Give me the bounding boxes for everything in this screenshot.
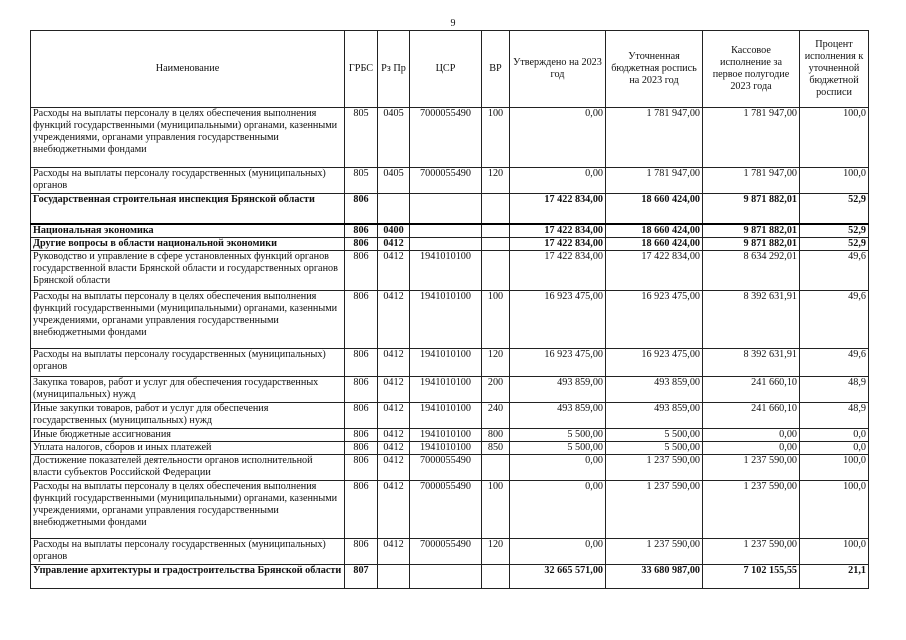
cell-percent: 21,1 [800,564,869,588]
cell-rzpr: 0412 [378,250,410,290]
table-body [31,108,869,589]
cell-cash: 1 237 590,00 [703,538,800,564]
cell-name: Иные закупки товаров, работ и услуг для обеспечения государственных (муниципальных) нужд [31,402,345,428]
cell-grbs: 805 [345,168,378,194]
table-row [31,290,869,348]
cell-name: Уплата налогов, сборов и иных платежей [31,441,345,454]
cell-name: Расходы на выплаты персоналу государственных (муниципальных) органов [31,348,345,376]
cell-cash: 1 781 947,00 [703,168,800,194]
cell-refined: 16 923 475,00 [606,290,703,348]
cell-refined: 18 660 424,00 [606,194,703,224]
cell-grbs: 806 [345,194,378,224]
cell-percent: 100,0 [800,168,869,194]
cell-approved: 0,00 [510,168,606,194]
cell-cash: 8 392 631,91 [703,348,800,376]
cell-cash: 9 871 882,01 [703,224,800,238]
cell-refined: 493 859,00 [606,376,703,402]
cell-vr: 120 [482,538,510,564]
cell-refined: 493 859,00 [606,402,703,428]
cell-grbs: 806 [345,402,378,428]
cell-approved: 0,00 [510,454,606,480]
cell-csr: 1941010100 [410,402,482,428]
cell-csr: 1941010100 [410,376,482,402]
cell-csr [410,237,482,250]
table-row [31,428,869,441]
cell-csr: 7000055490 [410,108,482,168]
cell-vr: 100 [482,480,510,538]
cell-vr: 800 [482,428,510,441]
cell-csr [410,564,482,588]
budget-table [30,30,869,589]
cell-name: Расходы на выплаты персоналу в целях обеспечения выполнения функций государственными (муниципальными) органами, казенными учреждениями, органами управления государственными внебюджетными фондами [31,480,345,538]
cell-percent: 100,0 [800,480,869,538]
cell-csr: 1941010100 [410,428,482,441]
cell-refined: 17 422 834,00 [606,250,703,290]
cell-vr [482,564,510,588]
cell-cash: 7 102 155,55 [703,564,800,588]
cell-rzpr: 0412 [378,376,410,402]
cell-vr [482,194,510,224]
cell-grbs: 806 [345,454,378,480]
cell-cash: 1 237 590,00 [703,480,800,538]
cell-csr: 1941010100 [410,290,482,348]
cell-name: Национальная экономика [31,224,345,238]
cell-rzpr: 0412 [378,290,410,348]
table-row [31,194,869,224]
cell-vr [482,454,510,480]
cell-approved: 17 422 834,00 [510,224,606,238]
table-row [31,250,869,290]
cell-vr: 240 [482,402,510,428]
cell-grbs: 806 [345,250,378,290]
table-row [31,564,869,588]
cell-refined: 1 237 590,00 [606,454,703,480]
cell-rzpr: 0412 [378,441,410,454]
cell-vr: 100 [482,290,510,348]
cell-refined: 33 680 987,00 [606,564,703,588]
cell-refined: 5 500,00 [606,428,703,441]
header-approved: Утверждено на 2023 год [510,31,606,108]
cell-approved: 0,00 [510,108,606,168]
cell-csr: 1941010100 [410,250,482,290]
table-row [31,454,869,480]
page-number: 9 [450,18,456,29]
cell-percent: 100,0 [800,538,869,564]
cell-cash: 1 237 590,00 [703,454,800,480]
cell-csr: 7000055490 [410,480,482,538]
cell-csr: 7000055490 [410,168,482,194]
cell-refined: 1 237 590,00 [606,538,703,564]
cell-rzpr: 0412 [378,402,410,428]
cell-vr [482,250,510,290]
cell-rzpr: 0412 [378,348,410,376]
cell-approved: 5 500,00 [510,441,606,454]
table-row [31,348,869,376]
cell-percent: 0,0 [800,441,869,454]
cell-rzpr: 0400 [378,224,410,238]
cell-grbs: 805 [345,108,378,168]
cell-grbs: 806 [345,480,378,538]
table-row [31,224,869,238]
header-vr: ВР [482,31,510,108]
cell-vr: 120 [482,348,510,376]
cell-vr: 850 [482,441,510,454]
cell-percent: 100,0 [800,108,869,168]
cell-cash: 8 392 631,91 [703,290,800,348]
cell-name: Закупка товаров, работ и услуг для обеспечения государственных (муниципальных) нужд [31,376,345,402]
cell-name: Расходы на выплаты персоналу в целях обеспечения выполнения функций государственными (муниципальными) органами, казенными учреждениями, органами управления государственными внебюджетными фондами [31,290,345,348]
cell-name: Управление архитектуры и градостроительства Брянской области [31,564,345,588]
cell-rzpr [378,564,410,588]
cell-percent: 52,9 [800,194,869,224]
cell-percent: 48,9 [800,376,869,402]
cell-approved: 16 923 475,00 [510,290,606,348]
table-row [31,538,869,564]
cell-approved: 17 422 834,00 [510,250,606,290]
cell-refined: 1 781 947,00 [606,168,703,194]
table-row [31,376,869,402]
cell-csr [410,194,482,224]
cell-rzpr [378,194,410,224]
cell-percent: 48,9 [800,402,869,428]
cell-cash: 241 660,10 [703,376,800,402]
table-row [31,402,869,428]
cell-approved: 32 665 571,00 [510,564,606,588]
cell-approved: 5 500,00 [510,428,606,441]
cell-name: Расходы на выплаты персоналу государственных (муниципальных) органов [31,538,345,564]
cell-vr: 100 [482,108,510,168]
cell-percent: 49,6 [800,290,869,348]
cell-rzpr: 0412 [378,480,410,538]
cell-cash: 241 660,10 [703,402,800,428]
cell-approved: 493 859,00 [510,376,606,402]
cell-refined: 16 923 475,00 [606,348,703,376]
cell-rzpr: 0412 [378,538,410,564]
header-refined: Уточненная бюджетная роспись на 2023 год [606,31,703,108]
table-row [31,480,869,538]
header-cash: Кассовое исполнение за первое полугодие 2023 года [703,31,800,108]
cell-refined: 1 781 947,00 [606,108,703,168]
table-row [31,237,869,250]
cell-approved: 0,00 [510,538,606,564]
cell-percent: 49,6 [800,348,869,376]
table-row [31,168,869,194]
cell-rzpr: 0412 [378,428,410,441]
cell-percent: 52,9 [800,224,869,238]
cell-grbs: 806 [345,441,378,454]
cell-cash: 8 634 292,01 [703,250,800,290]
cell-csr [410,224,482,238]
cell-vr: 120 [482,168,510,194]
table-header-row [31,31,869,108]
cell-cash: 9 871 882,01 [703,237,800,250]
cell-name: Иные бюджетные ассигнования [31,428,345,441]
cell-approved: 17 422 834,00 [510,237,606,250]
cell-grbs: 806 [345,428,378,441]
cell-grbs: 806 [345,290,378,348]
cell-cash: 1 781 947,00 [703,108,800,168]
cell-rzpr: 0412 [378,237,410,250]
cell-refined: 1 237 590,00 [606,480,703,538]
cell-rzpr: 0412 [378,454,410,480]
cell-percent: 52,9 [800,237,869,250]
cell-grbs: 806 [345,348,378,376]
cell-vr: 200 [482,376,510,402]
cell-cash: 0,00 [703,441,800,454]
cell-percent: 0,0 [800,428,869,441]
cell-cash: 0,00 [703,428,800,441]
cell-csr: 7000055490 [410,538,482,564]
cell-refined: 18 660 424,00 [606,224,703,238]
cell-csr: 1941010100 [410,348,482,376]
cell-grbs: 806 [345,376,378,402]
cell-name: Достижение показателей деятельности органов исполнительной власти субъектов Российской Федерации [31,454,345,480]
cell-vr [482,237,510,250]
header-grbs: ГРБС [345,31,378,108]
cell-rzpr: 0405 [378,108,410,168]
cell-grbs: 806 [345,224,378,238]
header-rzpr: Рз Пр [378,31,410,108]
header-name: Наименование [31,31,345,108]
header-csr: ЦСР [410,31,482,108]
cell-percent: 100,0 [800,454,869,480]
cell-rzpr: 0405 [378,168,410,194]
cell-name: Расходы на выплаты персоналу государственных (муниципальных) органов [31,168,345,194]
cell-grbs: 807 [345,564,378,588]
cell-name: Другие вопросы в области национальной экономики [31,237,345,250]
cell-grbs: 806 [345,538,378,564]
header-percent: Процент исполнения к уточненной бюджетной росписи [800,31,869,108]
cell-csr: 7000055490 [410,454,482,480]
cell-refined: 5 500,00 [606,441,703,454]
cell-approved: 16 923 475,00 [510,348,606,376]
cell-name: Руководство и управление в сфере установленных функций органов государственной власти Брянской области и государственных органов Брянской области [31,250,345,290]
table-row [31,108,869,168]
table-row [31,441,869,454]
cell-refined: 18 660 424,00 [606,237,703,250]
cell-cash: 9 871 882,01 [703,194,800,224]
cell-grbs: 806 [345,237,378,250]
cell-name: Государственная строительная инспекция Брянской области [31,194,345,224]
cell-approved: 17 422 834,00 [510,194,606,224]
cell-percent: 49,6 [800,250,869,290]
cell-name: Расходы на выплаты персоналу в целях обеспечения выполнения функций государственными (муниципальными) органами, казенными учреждениями, органами управления государственными внебюджетными фондами [31,108,345,168]
cell-approved: 493 859,00 [510,402,606,428]
cell-csr: 1941010100 [410,441,482,454]
cell-vr [482,224,510,238]
cell-approved: 0,00 [510,480,606,538]
